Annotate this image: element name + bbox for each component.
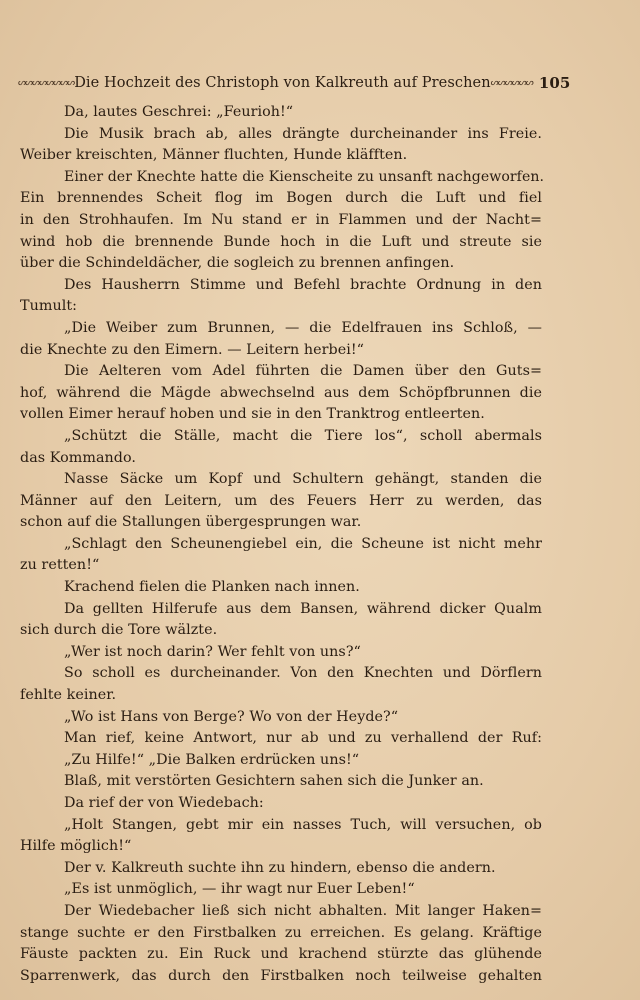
text-line: Da gellten Hilferufe aus dem Bansen, während dicker Qualm [64,600,542,617]
text-line: „Wo ist Hans von Berge? Wo von der Heyde?“ [64,708,399,725]
text-line: wind hob die brennende Bunde hoch in die Luft und streute sie [20,233,542,250]
text-line: Da, lautes Geschrei: „Feurioh!“ [64,104,294,120]
text-line: Fäuste packten zu. Ein Ruck und krachend stürzte das glühende [20,946,542,963]
text-line: Man rief, keine Antwort, nur ab und zu verhallend der Ruf: [64,730,542,747]
text-line: Die Aelteren vom Adel führten die Damen über den Guts= [64,363,542,380]
text-line: über die Schindeldächer, die sogleich zu brennen anfingen. [20,255,455,272]
text-line: sich durch die Tore wälzte. [20,622,218,639]
text-line: in den Strohhaufen. Im Nu stand er in Flammen und der Nacht= [20,211,542,228]
text-line: Männer auf den Leitern, um des Feuers Herr zu werden, das [20,492,542,509]
body-text [20,102,542,987]
text-line: zu retten!“ [20,557,100,574]
text-line: Tumult: [20,298,77,315]
text-line: „Die Weiber zum Brunnen, — die Edelfrauen ins Schloß, — [64,319,542,336]
text-line: Des Hausherrn Stimme und Befehl brachte Ordnung in den [64,276,542,293]
text-line: Krachend fielen die Planken nach innen. [64,579,360,596]
text-line: Da rief der von Wiedebach: [64,795,264,811]
text-line: Die Musik brach ab, alles drängte durcheinander ins Freie. [64,125,542,142]
text-line: Weiber kreischten, Männer fluchten, Hunde kläfften. [20,147,408,164]
text-line: fehlte keiner. [20,687,117,704]
text-line: „Wer ist noch darin? Wer fehlt von uns?“ [64,643,361,660]
text-line: „Schlagt den Scheunengiebel ein, die Scheune ist nicht mehr [64,535,542,552]
page-number: 105 [538,74,571,92]
text-line: Nasse Säcke um Kopf und Schultern gehängt, standen die [64,471,542,488]
text-line: „Es ist unmöglich, — ihr wagt nur Euer Leben!“ [64,881,415,898]
text-line: „Holt Stangen, gebt mir ein nasses Tuch, will versuchen, ob [64,816,542,833]
text-line: „Schützt die Ställe, macht die Tiere los“, scholl abermals [64,427,542,444]
text-line: schon auf die Stallungen übergesprungen war. [20,514,362,531]
text-line: stange suchte er den Firstbalken zu erreichen. Es gelang. Kräftige [20,924,542,941]
text-line: „Zu Hilfe!“ „Die Balken erdrücken uns!“ [64,751,360,768]
text-line: Blaß, mit verstörten Gesichtern sahen sich die Junker an. [64,773,484,790]
text-line: So scholl es durcheinander. Von den Knechten und Dörflern [64,665,542,682]
header-ornament-right: ᔕᔕᔕᔕᔕᔕ [490,78,533,88]
text-line: das Kommando. [20,449,137,466]
text-line: Einer der Knechte hatte die Kienscheite zu unsanft nachgeworfen. [64,168,544,185]
text-line: Der Wiedebacher ließ sich nicht abhalten. Mit langer Haken= [64,902,542,919]
text-line: Ein brennendes Scheit flog im Bogen durch die Luft und fiel [20,190,542,207]
text-line: die Knechte zu den Eimern. — Leitern herbei!“ [20,341,365,358]
text-line: hof, während die Mägde abwechselnd aus dem Schöpfbrunnen die [20,384,542,401]
header-ornament-left: ᔕᔕᔕᔕᔕᔕᔕᔕ [18,78,75,88]
text-line: Hilfe möglich!“ [20,838,132,855]
text-line: Sparrenwerk, das durch den Firstbalken noch teilweise gehalten [20,967,542,984]
text-line: vollen Eimer herauf hoben und sie in den Tranktrog entleerten. [20,406,485,423]
running-header [18,72,571,94]
text-line: Der v. Kalkreuth suchte ihn zu hindern, ebenso die andern. [64,859,496,876]
running-title: Die Hochzeit des Christoph von Kalkreuth auf Preschen [74,75,491,91]
